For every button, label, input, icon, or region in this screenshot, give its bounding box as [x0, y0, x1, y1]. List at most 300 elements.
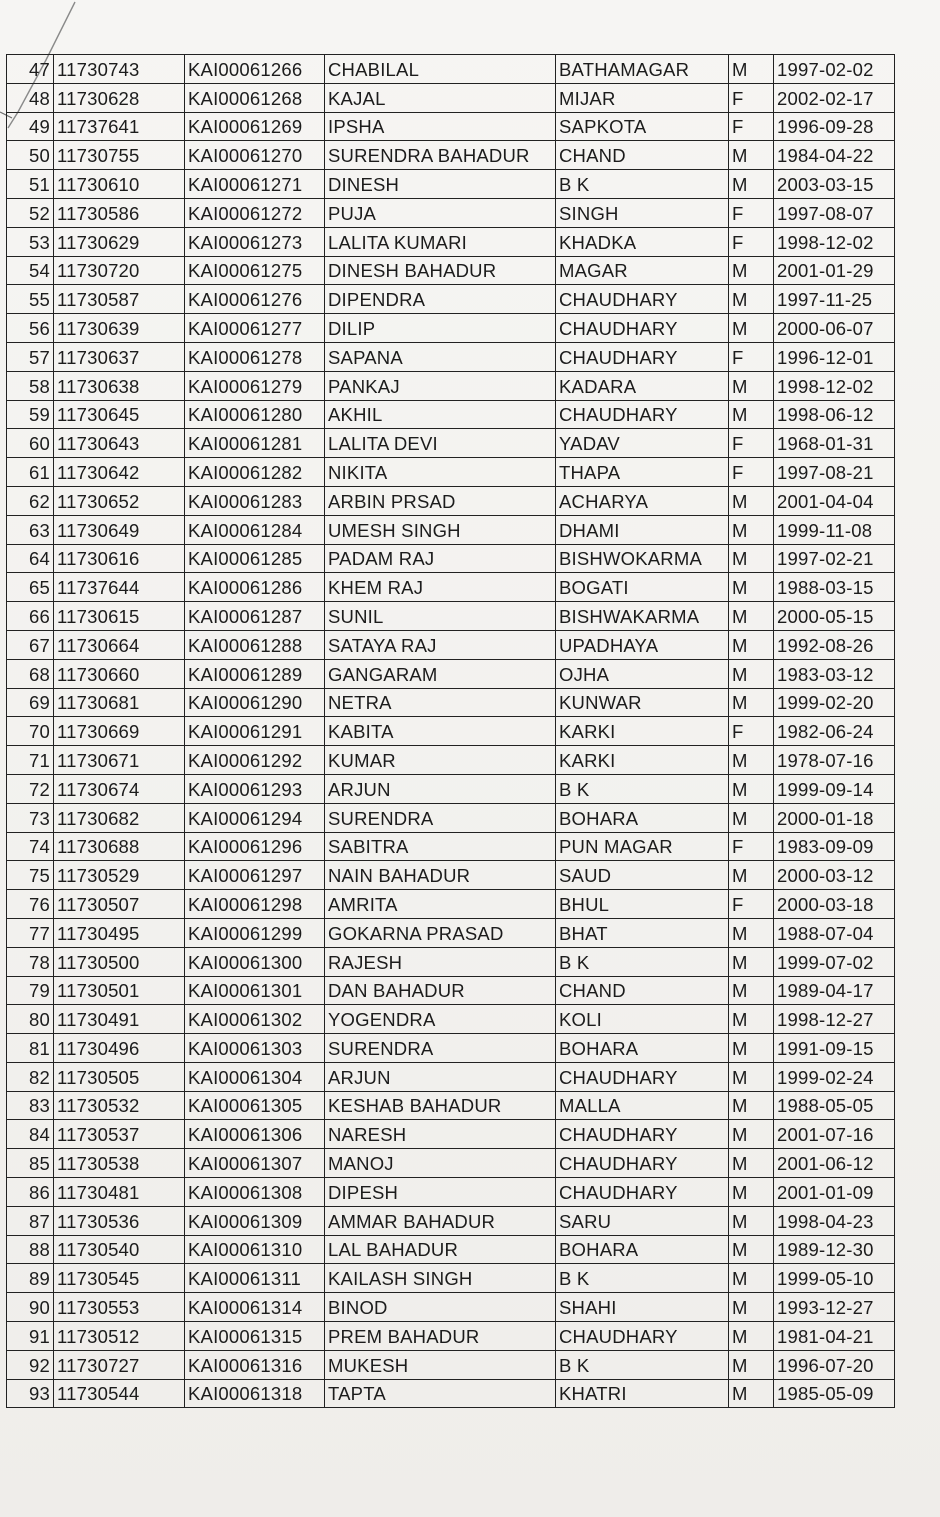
gender-cell: M	[729, 774, 774, 803]
registration-number-cell: KAI00061310	[185, 1235, 325, 1264]
registration-number-cell: KAI00061316	[185, 1350, 325, 1379]
first-name-cell: LALITA KUMARI	[325, 227, 556, 256]
roll-number-cell: 11730507	[54, 890, 185, 919]
last-name-cell: KHATRI	[556, 1379, 729, 1408]
registration-number-cell: KAI00061300	[185, 947, 325, 976]
gender-cell: F	[729, 83, 774, 112]
gender-cell: M	[729, 976, 774, 1005]
table-row	[7, 976, 895, 1005]
roll-number-cell: 11730652	[54, 486, 185, 515]
serial-number-cell: 88	[7, 1235, 54, 1264]
first-name-cell: MUKESH	[325, 1350, 556, 1379]
table-row	[7, 630, 895, 659]
date-of-birth-cell: 1988-05-05	[774, 1091, 895, 1120]
first-name-cell: SATAYA RAJ	[325, 630, 556, 659]
date-of-birth-cell: 1983-09-09	[774, 832, 895, 861]
serial-number-cell: 50	[7, 141, 54, 170]
gender-cell: M	[729, 1149, 774, 1178]
gender-cell: F	[729, 198, 774, 227]
last-name-cell: SARU	[556, 1206, 729, 1235]
roll-number-cell: 11730512	[54, 1322, 185, 1351]
last-name-cell: BOHARA	[556, 1034, 729, 1063]
gender-cell: M	[729, 573, 774, 602]
registration-number-cell: KAI00061307	[185, 1149, 325, 1178]
roll-number-cell: 11730671	[54, 746, 185, 775]
roll-number-cell: 11730616	[54, 544, 185, 573]
serial-number-cell: 73	[7, 803, 54, 832]
roll-number-cell: 11730628	[54, 83, 185, 112]
first-name-cell: LALITA DEVI	[325, 429, 556, 458]
table-row	[7, 170, 895, 199]
table-row	[7, 918, 895, 947]
table-row	[7, 314, 895, 343]
roll-number-cell: 11730639	[54, 314, 185, 343]
gender-cell: M	[729, 947, 774, 976]
last-name-cell: BHUL	[556, 890, 729, 919]
gender-cell: M	[729, 861, 774, 890]
roll-number-cell: 11730688	[54, 832, 185, 861]
last-name-cell: SHAHI	[556, 1293, 729, 1322]
table-row	[7, 1235, 895, 1264]
table-row	[7, 285, 895, 314]
date-of-birth-cell: 1996-09-28	[774, 112, 895, 141]
table-row	[7, 832, 895, 861]
table-row	[7, 1005, 895, 1034]
first-name-cell: KAILASH SINGH	[325, 1264, 556, 1293]
registration-number-cell: KAI00061298	[185, 890, 325, 919]
first-name-cell: GANGARAM	[325, 659, 556, 688]
serial-number-cell: 68	[7, 659, 54, 688]
registration-number-cell: KAI00061308	[185, 1178, 325, 1207]
table-row	[7, 717, 895, 746]
table-row	[7, 890, 895, 919]
registration-number-cell: KAI00061277	[185, 314, 325, 343]
registration-number-cell: KAI00061305	[185, 1091, 325, 1120]
first-name-cell: NIKITA	[325, 458, 556, 487]
registration-number-cell: KAI00061269	[185, 112, 325, 141]
gender-cell: M	[729, 659, 774, 688]
roll-number-cell: 11730720	[54, 256, 185, 285]
roll-number-cell: 11730642	[54, 458, 185, 487]
table-row	[7, 83, 895, 112]
table-row	[7, 803, 895, 832]
roll-number-cell: 11730495	[54, 918, 185, 947]
date-of-birth-cell: 1968-01-31	[774, 429, 895, 458]
first-name-cell: NARESH	[325, 1120, 556, 1149]
last-name-cell: CHAUDHARY	[556, 314, 729, 343]
first-name-cell: SURENDRA	[325, 1034, 556, 1063]
serial-number-cell: 62	[7, 486, 54, 515]
serial-number-cell: 83	[7, 1091, 54, 1120]
last-name-cell: KADARA	[556, 371, 729, 400]
gender-cell: M	[729, 1120, 774, 1149]
date-of-birth-cell: 1998-12-27	[774, 1005, 895, 1034]
serial-number-cell: 48	[7, 83, 54, 112]
table-row	[7, 1206, 895, 1235]
first-name-cell: RAJESH	[325, 947, 556, 976]
serial-number-cell: 82	[7, 1062, 54, 1091]
gender-cell: M	[729, 1350, 774, 1379]
last-name-cell: CHAUDHARY	[556, 1149, 729, 1178]
gender-cell: M	[729, 602, 774, 631]
serial-number-cell: 76	[7, 890, 54, 919]
first-name-cell: TAPTA	[325, 1379, 556, 1408]
table-row	[7, 400, 895, 429]
first-name-cell: KABITA	[325, 717, 556, 746]
gender-cell: M	[729, 1005, 774, 1034]
table-row	[7, 1149, 895, 1178]
gender-cell: M	[729, 371, 774, 400]
registration-number-cell: KAI00061275	[185, 256, 325, 285]
registration-number-cell: KAI00061286	[185, 573, 325, 602]
first-name-cell: NETRA	[325, 688, 556, 717]
date-of-birth-cell: 1997-08-21	[774, 458, 895, 487]
gender-cell: M	[729, 1293, 774, 1322]
first-name-cell: MANOJ	[325, 1149, 556, 1178]
gender-cell: M	[729, 256, 774, 285]
gender-cell: M	[729, 170, 774, 199]
gender-cell: M	[729, 1322, 774, 1351]
roll-number-cell: 11730544	[54, 1379, 185, 1408]
last-name-cell: OJHA	[556, 659, 729, 688]
gender-cell: F	[729, 227, 774, 256]
roll-number-cell: 11730545	[54, 1264, 185, 1293]
roll-number-cell: 11730755	[54, 141, 185, 170]
roll-number-cell: 11730586	[54, 198, 185, 227]
roll-number-cell: 11730491	[54, 1005, 185, 1034]
serial-number-cell: 47	[7, 55, 54, 84]
table-row	[7, 947, 895, 976]
serial-number-cell: 61	[7, 458, 54, 487]
serial-number-cell: 91	[7, 1322, 54, 1351]
serial-number-cell: 66	[7, 602, 54, 631]
date-of-birth-cell: 2001-04-04	[774, 486, 895, 515]
serial-number-cell: 57	[7, 342, 54, 371]
table-row	[7, 1350, 895, 1379]
date-of-birth-cell: 1999-02-24	[774, 1062, 895, 1091]
registration-number-cell: KAI00061281	[185, 429, 325, 458]
table-row	[7, 659, 895, 688]
serial-number-cell: 51	[7, 170, 54, 199]
first-name-cell: AMRITA	[325, 890, 556, 919]
first-name-cell: AMMAR BAHADUR	[325, 1206, 556, 1235]
table-row	[7, 746, 895, 775]
table-row	[7, 429, 895, 458]
date-of-birth-cell: 1984-04-22	[774, 141, 895, 170]
registration-number-cell: KAI00061299	[185, 918, 325, 947]
roll-number-cell: 11730643	[54, 429, 185, 458]
first-name-cell: KESHAB BAHADUR	[325, 1091, 556, 1120]
roll-number-cell: 11730727	[54, 1350, 185, 1379]
roll-number-cell: 11730538	[54, 1149, 185, 1178]
date-of-birth-cell: 2003-03-15	[774, 170, 895, 199]
last-name-cell: PUN MAGAR	[556, 832, 729, 861]
roll-number-cell: 11730664	[54, 630, 185, 659]
serial-number-cell: 74	[7, 832, 54, 861]
roll-number-cell: 11730505	[54, 1062, 185, 1091]
table-row	[7, 1091, 895, 1120]
date-of-birth-cell: 2001-01-09	[774, 1178, 895, 1207]
last-name-cell: UPADHAYA	[556, 630, 729, 659]
registration-number-cell: KAI00061287	[185, 602, 325, 631]
last-name-cell: B K	[556, 774, 729, 803]
table-row	[7, 371, 895, 400]
registration-number-cell: KAI00061315	[185, 1322, 325, 1351]
last-name-cell: B K	[556, 170, 729, 199]
gender-cell: M	[729, 544, 774, 573]
date-of-birth-cell: 1999-09-14	[774, 774, 895, 803]
first-name-cell: AKHIL	[325, 400, 556, 429]
date-of-birth-cell: 1982-06-24	[774, 717, 895, 746]
roll-number-cell: 11730481	[54, 1178, 185, 1207]
gender-cell: M	[729, 1379, 774, 1408]
gender-cell: M	[729, 55, 774, 84]
table-row	[7, 515, 895, 544]
gender-cell: M	[729, 1264, 774, 1293]
serial-number-cell: 58	[7, 371, 54, 400]
roll-number-cell: 11730553	[54, 1293, 185, 1322]
table-row	[7, 198, 895, 227]
date-of-birth-cell: 1981-04-21	[774, 1322, 895, 1351]
gender-cell: F	[729, 458, 774, 487]
last-name-cell: BISHWAKARMA	[556, 602, 729, 631]
last-name-cell: CHAUDHARY	[556, 1178, 729, 1207]
registration-number-cell: KAI00061291	[185, 717, 325, 746]
serial-number-cell: 79	[7, 976, 54, 1005]
first-name-cell: SURENDRA	[325, 803, 556, 832]
table-row	[7, 602, 895, 631]
registration-number-cell: KAI00061306	[185, 1120, 325, 1149]
first-name-cell: PUJA	[325, 198, 556, 227]
serial-number-cell: 64	[7, 544, 54, 573]
first-name-cell: PREM BAHADUR	[325, 1322, 556, 1351]
gender-cell: F	[729, 342, 774, 371]
date-of-birth-cell: 2000-03-12	[774, 861, 895, 890]
first-name-cell: YOGENDRA	[325, 1005, 556, 1034]
first-name-cell: DINESH	[325, 170, 556, 199]
first-name-cell: SUNIL	[325, 602, 556, 631]
table-row	[7, 544, 895, 573]
serial-number-cell: 86	[7, 1178, 54, 1207]
serial-number-cell: 69	[7, 688, 54, 717]
registration-number-cell: KAI00061318	[185, 1379, 325, 1408]
table-row	[7, 688, 895, 717]
roll-number-cell: 11730501	[54, 976, 185, 1005]
roll-number-cell: 11730536	[54, 1206, 185, 1235]
gender-cell: M	[729, 630, 774, 659]
last-name-cell: MAGAR	[556, 256, 729, 285]
registration-number-cell: KAI00061294	[185, 803, 325, 832]
roll-number-cell: 11730645	[54, 400, 185, 429]
roll-number-cell: 11730682	[54, 803, 185, 832]
date-of-birth-cell: 1997-02-02	[774, 55, 895, 84]
last-name-cell: YADAV	[556, 429, 729, 458]
gender-cell: M	[729, 1062, 774, 1091]
date-of-birth-cell: 1985-05-09	[774, 1379, 895, 1408]
roll-number-cell: 11730587	[54, 285, 185, 314]
last-name-cell: CHAUDHARY	[556, 1322, 729, 1351]
serial-number-cell: 55	[7, 285, 54, 314]
serial-number-cell: 75	[7, 861, 54, 890]
serial-number-cell: 80	[7, 1005, 54, 1034]
first-name-cell: IPSHA	[325, 112, 556, 141]
date-of-birth-cell: 1988-07-04	[774, 918, 895, 947]
registration-number-cell: KAI00061311	[185, 1264, 325, 1293]
roll-number-cell: 11730669	[54, 717, 185, 746]
first-name-cell: PANKAJ	[325, 371, 556, 400]
date-of-birth-cell: 1996-12-01	[774, 342, 895, 371]
date-of-birth-cell: 1997-08-07	[774, 198, 895, 227]
roll-number-cell: 11730496	[54, 1034, 185, 1063]
roll-number-cell: 11730681	[54, 688, 185, 717]
serial-number-cell: 49	[7, 112, 54, 141]
first-name-cell: NAIN BAHADUR	[325, 861, 556, 890]
gender-cell: M	[729, 1235, 774, 1264]
date-of-birth-cell: 1978-07-16	[774, 746, 895, 775]
table-row	[7, 1120, 895, 1149]
last-name-cell: SAPKOTA	[556, 112, 729, 141]
table-row	[7, 141, 895, 170]
first-name-cell: GOKARNA PRASAD	[325, 918, 556, 947]
serial-number-cell: 81	[7, 1034, 54, 1063]
first-name-cell: DINESH BAHADUR	[325, 256, 556, 285]
serial-number-cell: 60	[7, 429, 54, 458]
first-name-cell: KUMAR	[325, 746, 556, 775]
gender-cell: M	[729, 285, 774, 314]
table-row	[7, 1264, 895, 1293]
date-of-birth-cell: 1999-07-02	[774, 947, 895, 976]
last-name-cell: B K	[556, 1264, 729, 1293]
gender-cell: M	[729, 314, 774, 343]
date-of-birth-cell: 1988-03-15	[774, 573, 895, 602]
gender-cell: M	[729, 918, 774, 947]
serial-number-cell: 65	[7, 573, 54, 602]
last-name-cell: KARKI	[556, 746, 729, 775]
registration-number-cell: KAI00061285	[185, 544, 325, 573]
registration-number-cell: KAI00061271	[185, 170, 325, 199]
table-row	[7, 342, 895, 371]
table-row	[7, 227, 895, 256]
gender-cell: M	[729, 515, 774, 544]
serial-number-cell: 54	[7, 256, 54, 285]
serial-number-cell: 93	[7, 1379, 54, 1408]
last-name-cell: SINGH	[556, 198, 729, 227]
registration-number-cell: KAI00061288	[185, 630, 325, 659]
first-name-cell: DAN BAHADUR	[325, 976, 556, 1005]
roll-number-cell: 11730540	[54, 1235, 185, 1264]
table-row	[7, 112, 895, 141]
date-of-birth-cell: 1993-12-27	[774, 1293, 895, 1322]
roll-number-cell: 11730532	[54, 1091, 185, 1120]
gender-cell: F	[729, 717, 774, 746]
registration-number-cell: KAI00061266	[185, 55, 325, 84]
registration-number-cell: KAI00061276	[185, 285, 325, 314]
date-of-birth-cell: 1992-08-26	[774, 630, 895, 659]
last-name-cell: CHAND	[556, 976, 729, 1005]
gender-cell: M	[729, 688, 774, 717]
last-name-cell: KHADKA	[556, 227, 729, 256]
last-name-cell: B K	[556, 1350, 729, 1379]
roll-number-cell: 11730537	[54, 1120, 185, 1149]
registration-number-cell: KAI00061292	[185, 746, 325, 775]
last-name-cell: MIJAR	[556, 83, 729, 112]
last-name-cell: BOHARA	[556, 803, 729, 832]
date-of-birth-cell: 2001-01-29	[774, 256, 895, 285]
registration-number-cell: KAI00061296	[185, 832, 325, 861]
last-name-cell: BOGATI	[556, 573, 729, 602]
registration-number-cell: KAI00061282	[185, 458, 325, 487]
date-of-birth-cell: 1999-05-10	[774, 1264, 895, 1293]
roll-number-cell: 11737644	[54, 573, 185, 602]
date-of-birth-cell: 2002-02-17	[774, 83, 895, 112]
roll-number-cell: 11730649	[54, 515, 185, 544]
last-name-cell: ACHARYA	[556, 486, 729, 515]
last-name-cell: BOHARA	[556, 1235, 729, 1264]
candidate-register-table	[6, 54, 895, 1408]
serial-number-cell: 72	[7, 774, 54, 803]
serial-number-cell: 84	[7, 1120, 54, 1149]
registration-number-cell: KAI00061303	[185, 1034, 325, 1063]
roll-number-cell: 11730529	[54, 861, 185, 890]
roll-number-cell: 11730743	[54, 55, 185, 84]
date-of-birth-cell: 1998-12-02	[774, 227, 895, 256]
table-row	[7, 1322, 895, 1351]
table-row	[7, 1034, 895, 1063]
registration-number-cell: KAI00061293	[185, 774, 325, 803]
registration-number-cell: KAI00061273	[185, 227, 325, 256]
registration-number-cell: KAI00061304	[185, 1062, 325, 1091]
last-name-cell: DHAMI	[556, 515, 729, 544]
last-name-cell: BISHWOKARMA	[556, 544, 729, 573]
registration-number-cell: KAI00061279	[185, 371, 325, 400]
gender-cell: F	[729, 890, 774, 919]
roll-number-cell: 11730615	[54, 602, 185, 631]
table-row	[7, 486, 895, 515]
date-of-birth-cell: 1991-09-15	[774, 1034, 895, 1063]
table-row	[7, 1178, 895, 1207]
first-name-cell: DIPENDRA	[325, 285, 556, 314]
date-of-birth-cell: 1998-04-23	[774, 1206, 895, 1235]
table-row	[7, 861, 895, 890]
serial-number-cell: 85	[7, 1149, 54, 1178]
table-row	[7, 458, 895, 487]
date-of-birth-cell: 1997-02-21	[774, 544, 895, 573]
roll-number-cell: 11730638	[54, 371, 185, 400]
roll-number-cell: 11730637	[54, 342, 185, 371]
register-table-body	[7, 55, 895, 1408]
first-name-cell: BINOD	[325, 1293, 556, 1322]
first-name-cell: SABITRA	[325, 832, 556, 861]
gender-cell: M	[729, 803, 774, 832]
roll-number-cell: 11730674	[54, 774, 185, 803]
gender-cell: F	[729, 832, 774, 861]
table-row	[7, 774, 895, 803]
gender-cell: M	[729, 1178, 774, 1207]
first-name-cell: ARBIN PRSAD	[325, 486, 556, 515]
last-name-cell: MALLA	[556, 1091, 729, 1120]
last-name-cell: CHAUDHARY	[556, 1120, 729, 1149]
roll-number-cell: 11737641	[54, 112, 185, 141]
last-name-cell: B K	[556, 947, 729, 976]
last-name-cell: KOLI	[556, 1005, 729, 1034]
registration-number-cell: KAI00061278	[185, 342, 325, 371]
gender-cell: M	[729, 486, 774, 515]
serial-number-cell: 56	[7, 314, 54, 343]
date-of-birth-cell: 1997-11-25	[774, 285, 895, 314]
last-name-cell: KUNWAR	[556, 688, 729, 717]
registration-number-cell: KAI00061301	[185, 976, 325, 1005]
serial-number-cell: 92	[7, 1350, 54, 1379]
